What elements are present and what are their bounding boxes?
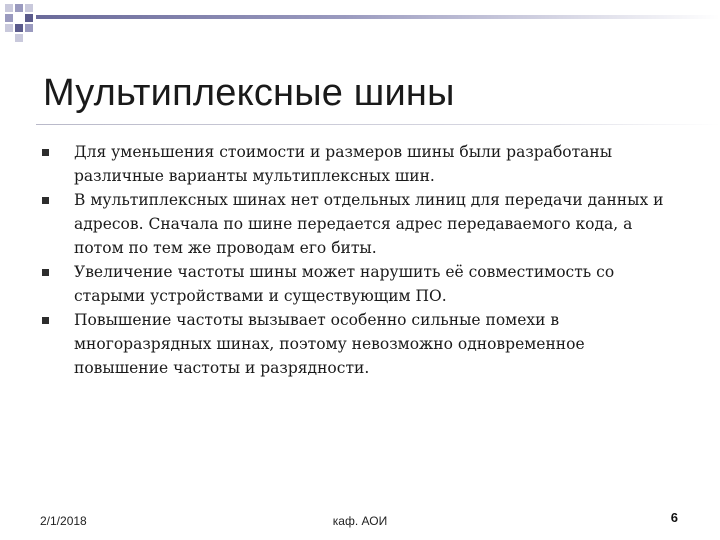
bullet-text: В мультиплексных шинах нет отдельных линиц для передачи данных и адресов. Сначала по шине передается адрес передаваемого кода, а потом по тем же проводам его биты.: [74, 191, 664, 257]
bullet-item: [40, 260, 680, 308]
square-bullet-icon: [42, 149, 49, 156]
bullet-text: Увеличение частоты шины может нарушить её совместимость со старыми устройствами и существующим ПО.: [74, 263, 615, 305]
bullet-list: [40, 140, 680, 380]
header-decorative-line: [36, 15, 720, 19]
bullet-item: [40, 308, 680, 380]
square-bullet-icon: [42, 197, 49, 204]
footer-date: 2/1/2018: [40, 514, 87, 528]
square-bullet-icon: [42, 317, 49, 324]
footer-department: каф. АОИ: [332, 514, 388, 528]
slide-title: Мультиплексные шины: [43, 72, 455, 114]
bullet-text: Повышение частоты вызывает особенно сильные помехи в многоразрядных шинах, поэтому невозможно одновременное повышение частоты и разрядности.: [74, 311, 585, 377]
title-divider: [36, 124, 720, 125]
bullet-text: Для уменьшения стоимости и размеров шины были разработаны различные варианты мультиплексных шин.: [74, 143, 613, 185]
square-bullet-icon: [42, 269, 49, 276]
bullet-item: [40, 188, 680, 260]
bullet-item: [40, 140, 680, 188]
page-number: 6: [670, 510, 678, 525]
